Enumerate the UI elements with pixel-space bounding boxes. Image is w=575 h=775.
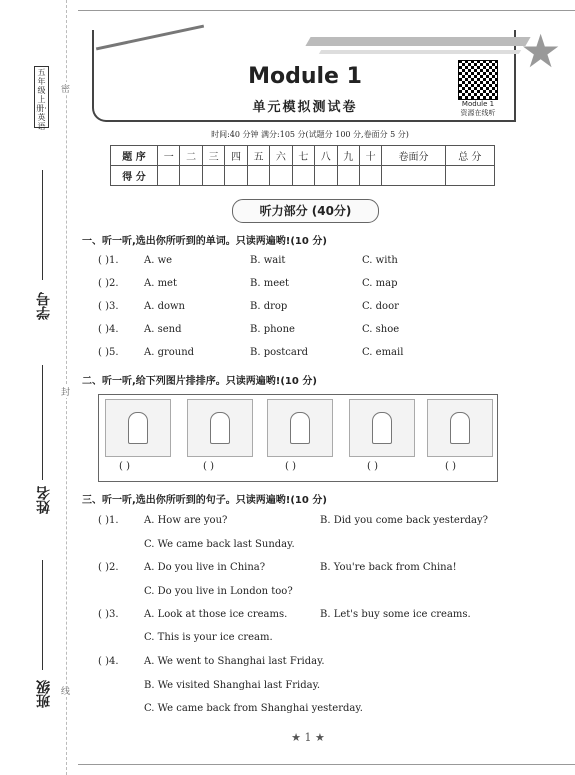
score-table-cell: 卷面分: [382, 146, 445, 166]
class-line[interactable]: [42, 560, 43, 670]
section-3-title: 三、听一听,选出你所听到的句子。只读两遍哟!(10 分): [82, 495, 327, 506]
order-blank[interactable]: ( ): [203, 461, 214, 472]
exam-meta: 时间:40 分钟 满分:105 分(试题分 100 分,卷面分 5 分): [211, 130, 409, 139]
option-c: C. shoe: [362, 324, 400, 335]
option-a: A. We went to Shanghai last Friday.: [144, 656, 325, 667]
option-b: B. Let's buy some ice creams.: [320, 609, 471, 620]
option-a: A. Look at those ice creams.: [144, 609, 288, 620]
option-c: C. We came back from Shanghai yesterday.: [144, 703, 363, 714]
option-b: B. drop: [250, 301, 288, 312]
order-blank[interactable]: ( ): [367, 461, 378, 472]
score-cell[interactable]: [292, 166, 314, 186]
score-table: [110, 145, 495, 186]
cut-mark-seal: 密: [61, 82, 70, 95]
student-id-line[interactable]: [42, 170, 43, 280]
answer-blank[interactable]: ( )4.: [98, 656, 119, 667]
picture-5: [427, 399, 493, 457]
page-footer: [278, 731, 338, 744]
option-b: B. wait: [250, 255, 286, 266]
answer-blank[interactable]: ( )5.: [98, 347, 119, 358]
score-table-cell: 九: [337, 146, 359, 166]
option-c: C. with: [362, 255, 398, 266]
section-2-title: 二、听一听,给下列图片排排序。只读两遍哟!(10 分): [82, 376, 317, 387]
qr-caption-module: Module 1: [461, 100, 495, 108]
picture-figure: [290, 412, 310, 444]
cut-mark-line: 线: [61, 684, 70, 697]
option-c: C. This is your ice cream.: [144, 632, 273, 643]
picture-figure: [210, 412, 230, 444]
option-a: A. ground: [144, 347, 195, 358]
binding-margin: [0, 0, 78, 775]
score-cell[interactable]: [445, 166, 494, 186]
picture-4: [349, 399, 415, 457]
picture-1: [105, 399, 171, 457]
answer-blank[interactable]: ( )3.: [98, 301, 119, 312]
option-a: A. met: [144, 278, 177, 289]
order-blank[interactable]: ( ): [119, 461, 130, 472]
qr-caption: [452, 100, 504, 118]
qr-code-icon[interactable]: [458, 60, 498, 100]
class-label: 班级: [36, 680, 52, 708]
score-table-score-row: [111, 166, 495, 186]
score-table-cell: 题 序: [111, 146, 158, 166]
cut-mark-close: 封: [61, 385, 70, 398]
star-icon: ★: [315, 731, 325, 744]
answer-blank[interactable]: ( )4.: [98, 324, 119, 335]
qr-caption-listen: 资源在线听: [460, 109, 496, 117]
name-label: 姓名: [36, 486, 52, 514]
header-deco-bar: [305, 37, 530, 46]
answer-blank[interactable]: ( )2.: [98, 278, 119, 289]
bottom-border: [78, 764, 575, 765]
star-icon: ★: [520, 24, 562, 78]
score-table-header-row: [111, 146, 495, 166]
order-blank[interactable]: ( ): [445, 461, 456, 472]
score-cell[interactable]: [180, 166, 202, 186]
score-cell[interactable]: [315, 166, 337, 186]
score-table-cell: 得 分: [111, 166, 158, 186]
option-c: C. Do you live in London too?: [144, 586, 293, 597]
page-subtitle: 单元模拟测试卷: [252, 100, 358, 115]
option-a: A. Do you live in China?: [144, 562, 266, 573]
section-1-title: 一、听一听,选出你所听到的单词。只读两遍哟!(10 分): [82, 236, 327, 247]
picture-2: [187, 399, 253, 457]
score-table-cell: 二: [180, 146, 202, 166]
score-table-cell: 三: [202, 146, 224, 166]
grade-subject-tag: 五年级上册·英语: [34, 66, 49, 128]
score-cell[interactable]: [202, 166, 224, 186]
option-b: B. We visited Shanghai last Friday.: [144, 680, 321, 691]
option-b: B. phone: [250, 324, 295, 335]
order-blank[interactable]: ( ): [285, 461, 296, 472]
page-number: 1: [304, 731, 312, 744]
listening-section-banner: 听力部分 (40分): [232, 199, 379, 223]
score-cell[interactable]: [382, 166, 445, 186]
answer-blank[interactable]: ( )2.: [98, 562, 119, 573]
answer-blank[interactable]: ( )1.: [98, 515, 119, 526]
picture-3: [267, 399, 333, 457]
star-icon: ★: [291, 731, 301, 744]
answer-blank[interactable]: ( )3.: [98, 609, 119, 620]
option-c: C. email: [362, 347, 404, 358]
score-table-cell: 八: [315, 146, 337, 166]
option-c: C. map: [362, 278, 398, 289]
option-a: A. How are you?: [144, 515, 228, 526]
name-line[interactable]: [42, 365, 43, 480]
option-c: C. door: [362, 301, 399, 312]
picture-strip: [98, 394, 498, 482]
option-b: B. You're back from China!: [320, 562, 457, 573]
picture-figure: [128, 412, 148, 444]
option-b: B. Did you come back yesterday?: [320, 515, 488, 526]
score-cell[interactable]: [158, 166, 180, 186]
page-title: Module 1: [248, 64, 362, 89]
score-cell[interactable]: [247, 166, 269, 186]
score-table-cell: 总 分: [445, 146, 494, 166]
option-a: A. send: [144, 324, 182, 335]
option-c: C. We came back last Sunday.: [144, 539, 295, 550]
student-id-label: 学号: [36, 292, 52, 320]
score-cell[interactable]: [359, 166, 381, 186]
score-cell[interactable]: [225, 166, 247, 186]
score-table-cell: 四: [225, 146, 247, 166]
option-a: A. down: [144, 301, 186, 312]
picture-figure: [372, 412, 392, 444]
top-border: [78, 0, 575, 11]
score-table-cell: 七: [292, 146, 314, 166]
option-b: B. meet: [250, 278, 290, 289]
picture-figure: [450, 412, 470, 444]
score-table-cell: 十: [359, 146, 381, 166]
answer-blank[interactable]: ( )1.: [98, 255, 119, 266]
score-table-cell: 五: [247, 146, 269, 166]
score-table-cell: 一: [158, 146, 180, 166]
header-deco-bar-2: [319, 50, 521, 54]
option-b: B. postcard: [250, 347, 309, 358]
score-table-cell: 六: [270, 146, 292, 166]
score-cell[interactable]: [337, 166, 359, 186]
score-cell[interactable]: [270, 166, 292, 186]
option-a: A. we: [144, 255, 173, 266]
